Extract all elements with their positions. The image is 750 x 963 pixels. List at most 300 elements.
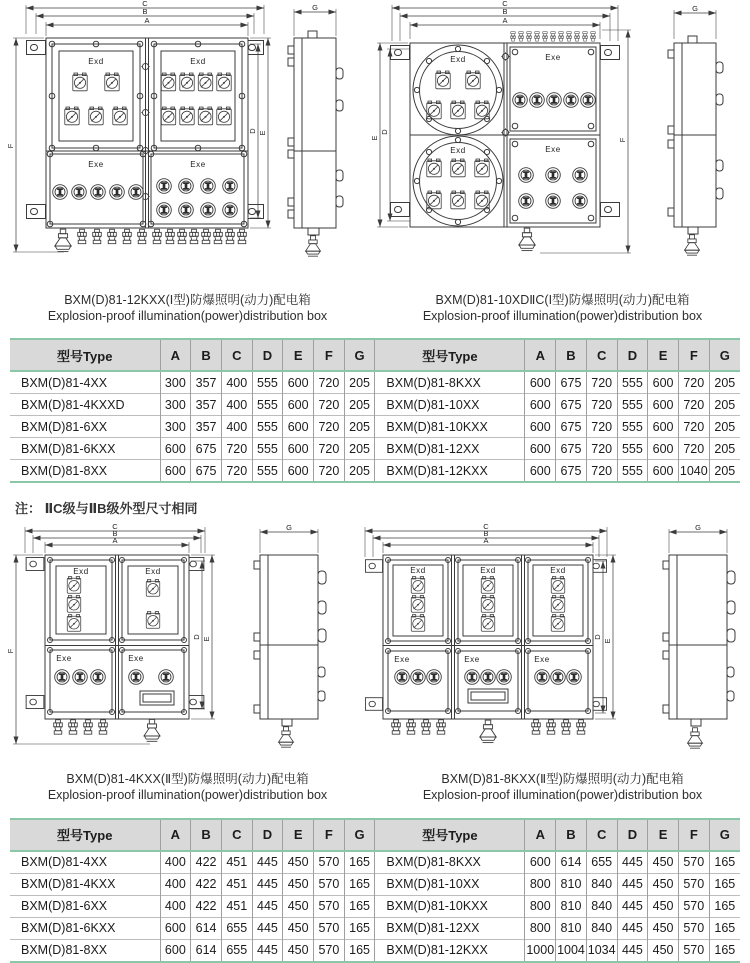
dim-cell: 300 [160,394,191,416]
front-view [27,38,264,252]
drawing-bxm81-8kxx-type2 [356,521,748,766]
model-cell: BXM(D)81-10KXX [375,895,525,917]
side-view [663,523,735,748]
dim-cell: 445 [252,917,283,939]
dim-cell: 165 [344,939,375,962]
dim-cell: 800 [525,873,556,895]
dim-cell: 720 [678,371,709,394]
dim-cell: 400 [221,394,252,416]
model-cell: BXM(D)81-8XX [10,939,160,962]
model-cell: BXM(D)81-8XX [10,460,160,483]
col-header: G [344,339,375,371]
breather-drain [519,228,536,250]
col-header: A [525,339,556,371]
dim-d: D [593,634,602,640]
front-view [26,555,204,741]
dim-cell: 600 [283,371,314,394]
caption-en: Explosion-proof illumination(power)distribution box [422,308,703,323]
dim-cell: 675 [556,371,587,394]
col-header: F [678,339,709,371]
col-header: G [344,819,375,851]
dim-cell: 165 [344,873,375,895]
exd-panel [49,41,143,151]
dim-cell: 800 [525,895,556,917]
mounting-tab [601,203,620,217]
dim-cell: 1000 [525,939,556,962]
col-header: A [160,819,191,851]
col-header: B [556,819,587,851]
dim-cell: 600 [525,851,556,874]
dim-cell: 205 [344,394,375,416]
model-cell: BXM(D)81-6KXX [10,438,160,460]
mounting-tab [365,560,382,573]
dim-cell: 445 [617,939,648,962]
exd-panel [456,558,521,644]
dim-f: F [6,648,15,654]
exd-panel [48,558,115,643]
dim-b: B [112,529,118,539]
front-view [391,32,620,251]
dim-cell: 720 [314,394,345,416]
model-cell: BXM(D)81-12XX [375,917,525,939]
dim-cell: 570 [678,851,709,874]
exe-panel [120,648,187,715]
dim-cell: 720 [678,438,709,460]
dim-cell: 600 [525,394,556,416]
col-header-type: 型号Type [375,339,525,371]
dim-cell: 555 [617,416,648,438]
dim-cell: 600 [283,460,314,483]
dim-cell: 614 [191,939,222,962]
exd-label: Exd [73,567,89,577]
exd-label: Exd [190,57,206,66]
dim-cell: 445 [252,939,283,962]
table-row [10,438,740,460]
dim-cell: 555 [252,394,283,416]
dim-cell: 555 [252,416,283,438]
col-header: C [586,339,617,371]
table-row [10,416,740,438]
mounting-tab [27,205,46,219]
dim-cell: 450 [283,939,314,962]
dim-cell: 720 [586,371,617,394]
dim-cell: 720 [314,460,345,483]
dim-a: A [112,536,118,546]
exd-label: Exd [550,566,566,576]
dim-cell: 840 [586,873,617,895]
dim-a: A [502,16,508,25]
dim-cell: 810 [556,873,587,895]
dim-cell: 555 [617,438,648,460]
note-text: 注： ⅡC级与ⅡB级外型尺寸相同 [15,501,198,517]
model-cell: BXM(D)81-12KXX [375,460,525,483]
dim-g: G [286,523,292,533]
dim-cell: 450 [648,873,679,895]
col-header: A [525,819,556,851]
exd-panel [386,558,451,644]
col-header: D [252,339,283,371]
dim-cell: 300 [160,371,191,394]
dim-cell: 445 [617,873,648,895]
dim-d: D [380,129,389,135]
dim-cell: 570 [314,917,345,939]
model-cell: BXM(D)81-6XX [10,416,160,438]
dim-cell: 570 [678,895,709,917]
dim-cell: 614 [191,917,222,939]
dim-cell: 600 [648,371,679,394]
model-cell: BXM(D)81-6KXX [10,917,160,939]
dim-cell: 800 [525,917,556,939]
table-row [10,917,740,939]
exe-label: Exe [545,145,561,154]
exe-panel [526,649,591,714]
model-cell: BXM(D)81-4KXXD [10,394,160,416]
mounting-tab [26,696,44,709]
exd-panel [120,558,187,643]
dim-cell: 357 [191,371,222,394]
dim-cell: 570 [314,939,345,962]
dim-cell: 675 [191,438,222,460]
dim-cell: 600 [283,416,314,438]
drawings-row-top [0,0,750,287]
model-cell: BXM(D)81-10KXX [375,416,525,438]
exe-label: Exe [545,53,561,62]
dim-a: A [483,536,489,546]
exd-label: Exd [450,55,466,64]
breather-drain [685,235,700,255]
dim-cell: 600 [160,460,191,483]
header-row [10,819,740,851]
col-header: E [648,339,679,371]
dim-cell: 450 [283,895,314,917]
dim-cell: 445 [617,917,648,939]
dim-cell: 600 [283,394,314,416]
dim-cell: 357 [191,416,222,438]
dim-cell: 600 [160,917,191,939]
dim-cell: 600 [160,939,191,962]
dim-cell: 165 [344,851,375,874]
table-row [10,895,740,917]
dim-cell: 450 [283,917,314,939]
dim-cell: 450 [283,851,314,874]
dim-cell: 720 [586,438,617,460]
breather-drain [306,236,321,256]
table-row [10,851,740,874]
dim-cell: 400 [160,873,191,895]
dim-cell: 720 [314,416,345,438]
dim-cell: 720 [586,460,617,483]
caption-zh: BXM(D)81-8KXX(Ⅱ型)防爆照明(动力)配电箱 [441,772,684,787]
dim-d: D [248,128,257,134]
dim-cell: 205 [344,438,375,460]
dim-cell: 720 [586,394,617,416]
dim-cell: 357 [191,394,222,416]
dim-cell: 205 [709,438,740,460]
col-header: B [191,819,222,851]
col-header: G [709,819,740,851]
dim-cell: 1040 [678,460,709,483]
dim-c: C [502,0,508,8]
col-header: C [586,819,617,851]
dim-cell: 165 [344,917,375,939]
dim-cell: 810 [556,895,587,917]
dim-cell: 555 [617,371,648,394]
caption-zh: BXM(D)81-10XDⅡC(I型)防爆照明(动力)配电箱 [435,293,690,307]
model-cell: BXM(D)81-12XX [375,438,525,460]
dim-cell: 205 [344,416,375,438]
model-cell: BXM(D)81-4KXX [10,873,160,895]
dim-cell: 400 [221,416,252,438]
dim-cell: 1004 [556,939,587,962]
dim-cell: 600 [648,438,679,460]
spec-table-type1 [10,338,740,483]
model-cell: BXM(D)81-10XX [375,873,525,895]
exd-label: Exd [450,146,466,155]
dim-cell: 570 [314,895,345,917]
col-header: F [678,819,709,851]
dim-cell: 555 [252,438,283,460]
dim-cell: 655 [221,917,252,939]
mounting-tab [601,46,620,60]
exd-round-cover [413,45,503,135]
model-cell: BXM(D)81-8KXX [375,851,525,874]
dim-cell: 165 [709,851,740,874]
exe-panel [386,649,451,714]
caption-zh: BXM(D)81-12KXX(I型)防爆照明(动力)配电箱 [64,293,311,307]
col-header: E [648,819,679,851]
col-header: D [252,819,283,851]
dim-cell: 205 [344,460,375,483]
dim-e: E [370,135,379,141]
dim-cell: 570 [678,873,709,895]
table-row [10,460,740,483]
dim-cell: 451 [221,851,252,874]
dim-cell: 600 [525,460,556,483]
mounting-tab [365,698,382,711]
col-header-type: 型号Type [10,339,160,371]
dim-cell: 675 [191,460,222,483]
model-cell: BXM(D)81-6XX [10,895,160,917]
exe-panel [47,151,146,227]
exd-label: Exd [145,567,161,577]
dim-cell: 600 [160,438,191,460]
dim-e: E [603,638,612,644]
side-view [288,3,343,256]
dim-cell: 555 [617,394,648,416]
breather-drain [279,727,294,747]
dim-b: B [502,7,508,16]
breather-drain [688,728,703,748]
model-cell: BXM(D)81-4XX [21,375,108,390]
drawing-bxm81-12kxx [2,0,350,287]
mounting-tab [26,558,44,571]
caption-row [0,772,750,803]
exd-label: Exd [410,566,426,576]
exe-panel [48,648,115,715]
exe-label: Exe [190,160,206,169]
dim-cell: 165 [709,939,740,962]
dim-cell: 600 [648,416,679,438]
dim-cell: 600 [648,394,679,416]
dim-d: D [192,634,201,640]
dim-cell: 614 [556,851,587,874]
drawing-caption [375,293,750,324]
table-row [10,394,740,416]
model-cell: BXM(D)81-10XX [375,394,525,416]
dim-cell: 451 [221,895,252,917]
dim-cell: 422 [191,895,222,917]
dim-cell: 165 [709,917,740,939]
dim-cell: 570 [678,939,709,962]
dim-cell: 300 [160,416,191,438]
exe-label: Exe [88,160,104,169]
col-header-type: 型号Type [10,819,160,851]
front-view [365,555,606,743]
col-header: G [709,339,740,371]
dim-cell: 445 [252,895,283,917]
mounting-tab [391,46,410,60]
drawing-bxm81-4kxx-type2 [2,521,337,766]
col-header: D [617,339,648,371]
dim-cell: 555 [617,460,648,483]
dim-cell: 720 [314,371,345,394]
dim-cell: 555 [252,371,283,394]
exe-panel [510,47,596,131]
dim-cell: 600 [283,438,314,460]
drawing-caption [375,772,750,803]
exd-panel [151,41,245,151]
side-view [254,523,326,747]
col-header-type: 型号Type [375,819,525,851]
caption-en: Explosion-proof illumination(power)distribution box [47,308,328,323]
dim-f: F [618,137,627,143]
caption-zh: BXM(D)81-4KXX(Ⅱ型)防爆照明(动力)配电箱 [66,772,309,787]
col-header: E [283,339,314,371]
caption-en: Explosion-proof illumination(power)distribution box [422,787,703,802]
col-header: C [221,819,252,851]
dim-cell: 720 [586,416,617,438]
dim-cell: 570 [314,873,345,895]
caption-row [0,293,750,324]
dim-cell: 600 [525,438,556,460]
side-view [668,4,723,255]
exe-panel [510,139,596,223]
dim-cell: 810 [556,917,587,939]
model-cell: BXM(D)81-12KXX [375,939,525,962]
dim-cell: 445 [617,895,648,917]
dim-cell: 600 [525,371,556,394]
col-header: B [191,339,222,371]
dim-cell: 205 [344,371,375,394]
drawing-bxm81-10xd-iic [370,0,748,287]
exe-panel [456,649,521,714]
mounting-tab [27,41,46,55]
dim-a: A [144,16,150,25]
col-header: D [617,819,648,851]
dim-cell: 205 [709,416,740,438]
exd-label: Exd [480,566,496,576]
dim-cell: 445 [252,851,283,874]
dim-e: E [258,130,267,136]
dim-cell: 400 [160,851,191,874]
dim-c: C [483,522,489,532]
header-row [10,339,740,371]
dim-b: B [142,7,148,16]
dim-cell: 570 [314,851,345,874]
dim-cell: 165 [709,895,740,917]
mounting-tab [391,203,410,217]
dim-c: C [142,0,148,8]
dim-cell: 445 [617,851,648,874]
dim-cell: 205 [709,394,740,416]
exe-label: Exe [464,655,480,665]
dim-cell: 720 [678,416,709,438]
dim-cell: 450 [648,895,679,917]
dim-cell: 570 [678,917,709,939]
dim-g: G [692,4,698,13]
exe-label: Exe [534,655,550,665]
col-header: F [314,339,345,371]
dim-f: F [6,143,15,149]
dim-cell: 165 [709,873,740,895]
col-header: F [314,819,345,851]
dim-cell: 720 [221,460,252,483]
exe-label: Exe [394,655,410,665]
table-row [10,939,740,962]
dim-cell: 720 [221,438,252,460]
dim-cell: 165 [344,895,375,917]
breather-drain [480,720,497,742]
dim-cell: 555 [252,460,283,483]
dim-cell: 205 [709,371,740,394]
exd-round-cover [413,136,503,226]
model-cell: BXM(D)81-4XX [21,855,108,869]
drawing-caption [0,293,375,324]
col-header: E [283,819,314,851]
dim-cell: 600 [648,460,679,483]
dim-cell: 600 [525,416,556,438]
dim-c: C [112,522,118,532]
dim-cell: 205 [709,460,740,483]
col-header: B [556,339,587,371]
dim-cell: 450 [648,851,679,874]
exd-label: Exd [88,57,104,66]
col-header: C [221,339,252,371]
dim-cell: 1034 [586,939,617,962]
breather-drain [144,720,160,742]
dim-cell: 400 [221,371,252,394]
dim-cell: 450 [283,873,314,895]
dim-cell: 675 [556,460,587,483]
exe-label: Exe [128,654,144,664]
breather-drain [55,229,72,251]
dim-cell: 840 [586,895,617,917]
dim-cell: 675 [556,394,587,416]
model-cell: BXM(D)81-8KXX [375,371,525,394]
dim-g: G [312,3,318,12]
spec-table-type2 [10,818,740,963]
dim-b: B [483,529,489,539]
table-row [10,371,740,394]
dim-cell: 655 [221,939,252,962]
dim-cell: 675 [556,416,587,438]
table-row [10,873,740,895]
dim-cell: 450 [648,917,679,939]
dim-cell: 675 [556,438,587,460]
dim-cell: 445 [252,873,283,895]
dim-e: E [202,636,211,642]
col-header: A [160,339,191,371]
